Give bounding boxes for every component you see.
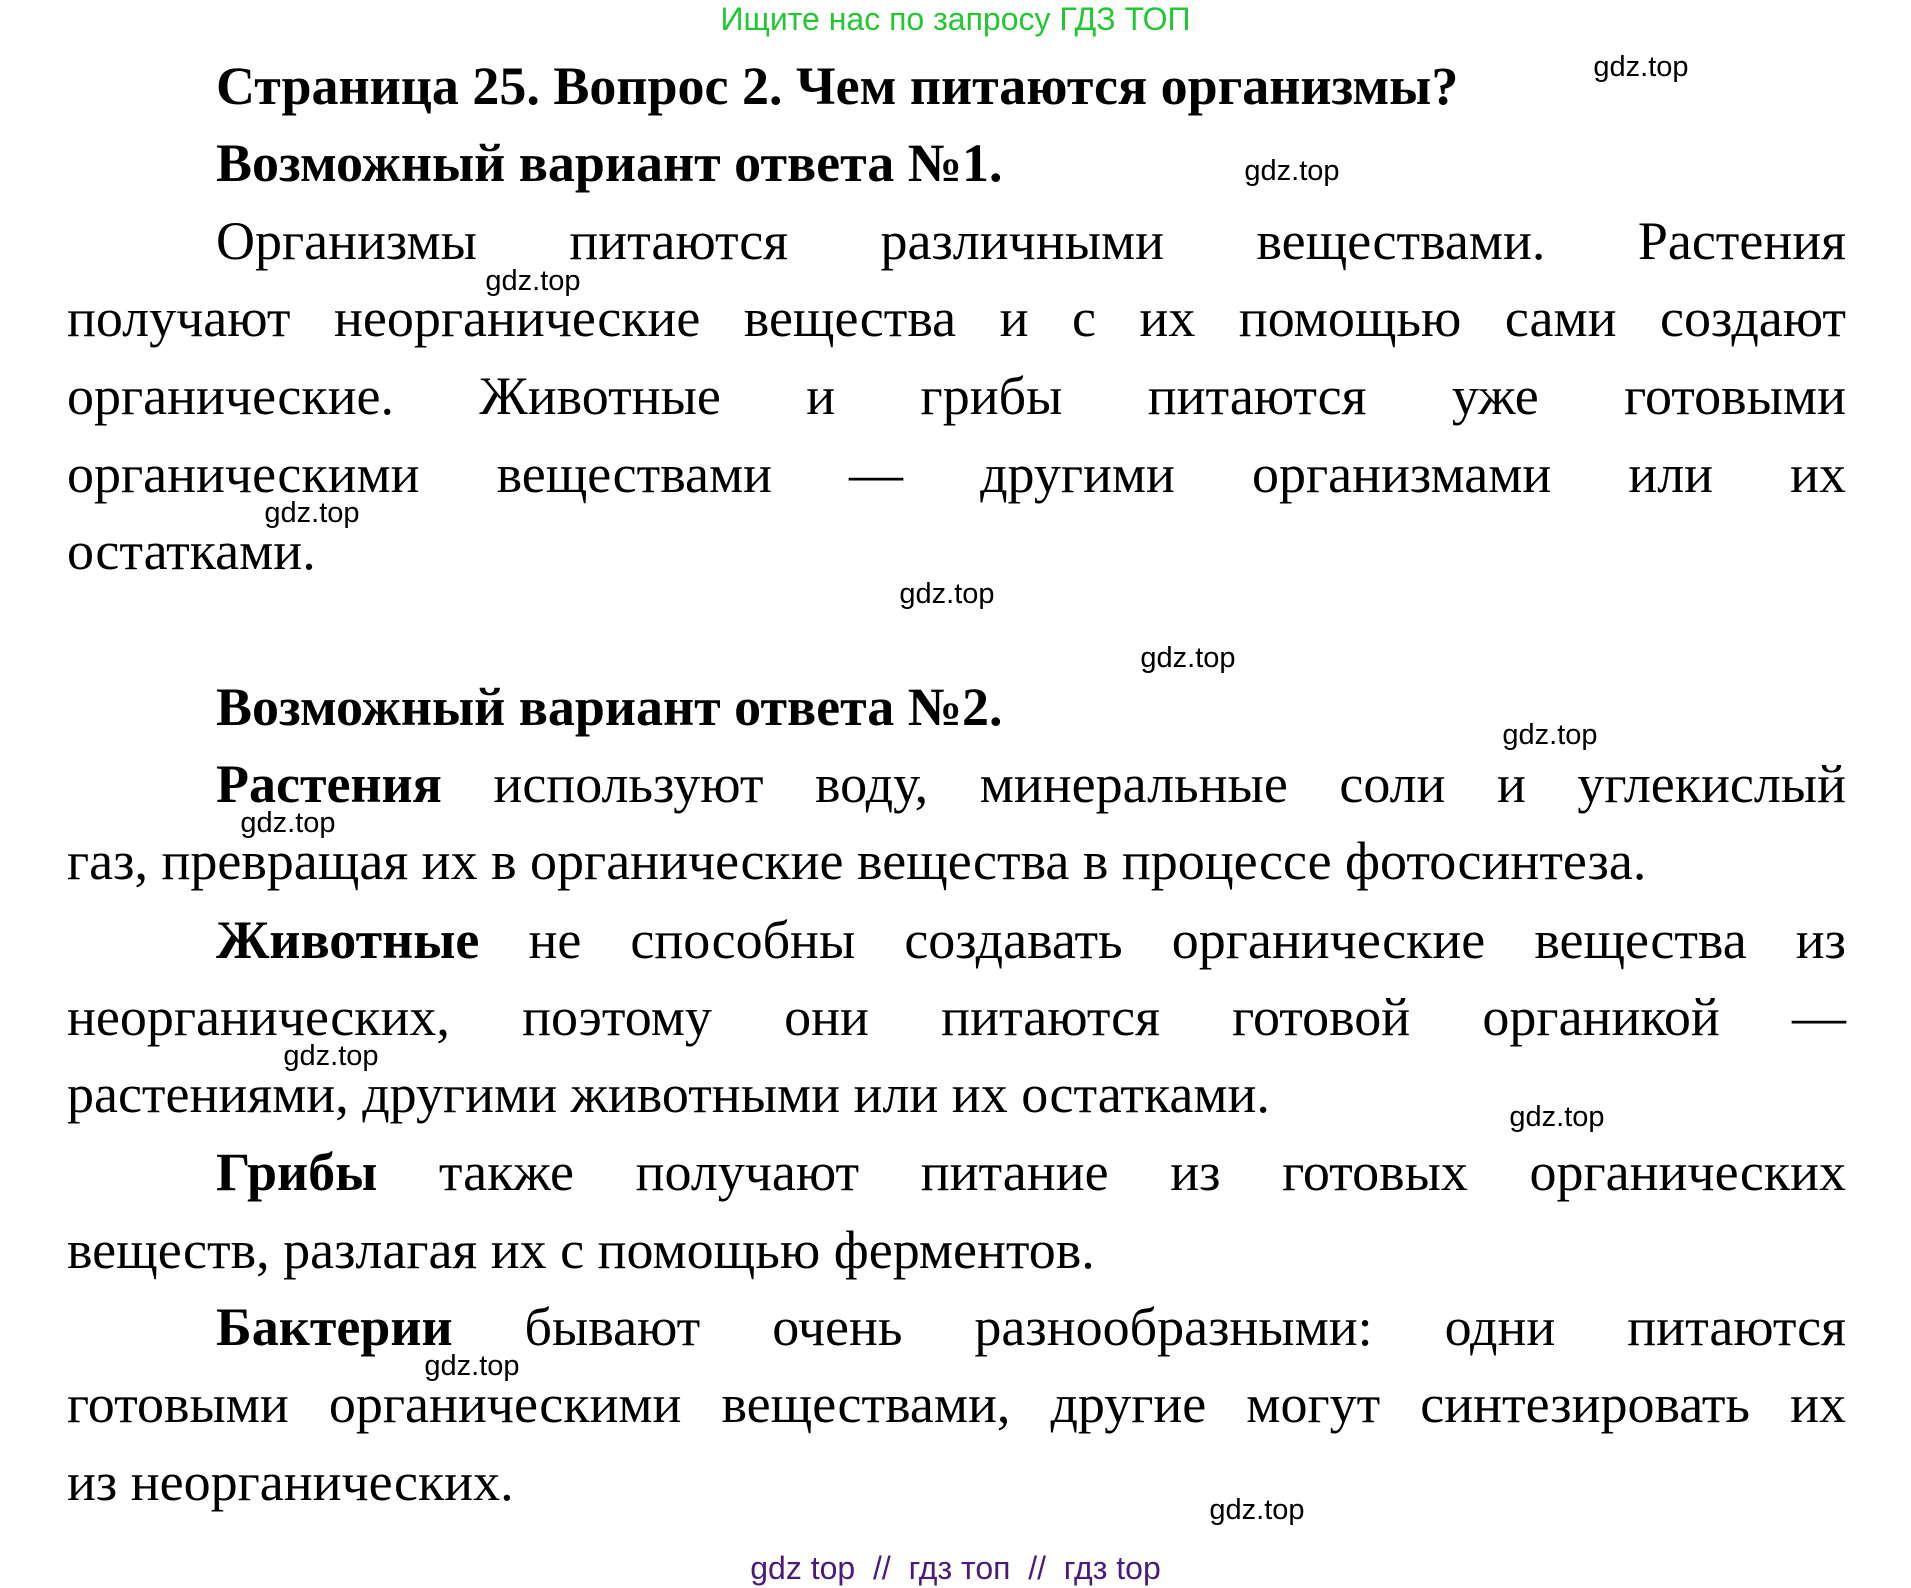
- variant2-heading: Возможный вариант ответа №2.: [216, 677, 1003, 737]
- variant1-line: получают неорганические вещества и с их помощью сами создают: [67, 288, 1846, 348]
- variant2-line: [216, 902, 1846, 978]
- variant1-line: органическими веществами — другими организмами или их: [67, 444, 1846, 504]
- watermark: gdz.top: [283, 1040, 379, 1072]
- footer-separator: //: [873, 1550, 891, 1586]
- watermark: gdz.top: [240, 807, 336, 839]
- footer-links: [0, 1548, 1911, 1588]
- top-banner[interactable]: Ищите нас по запросу ГДЗ ТОП: [720, 1, 1191, 37]
- term-plants: Растения: [216, 754, 442, 814]
- watermark: gdz.top: [424, 1350, 520, 1382]
- footer-separator: //: [1028, 1550, 1047, 1586]
- term-fungi: Грибы: [216, 1142, 378, 1202]
- variant1-line: органические. Животные и грибы питаются уже готовыми: [67, 366, 1846, 426]
- variant1-line: остатками.: [67, 521, 316, 581]
- watermark: gdz.top: [1509, 1101, 1605, 1133]
- variant2-line: [216, 1134, 1846, 1210]
- watermark: gdz.top: [1502, 719, 1598, 751]
- page-title: Страница 25. Вопрос 2. Чем питаются организмы?: [216, 56, 1459, 116]
- watermark: gdz.top: [485, 265, 581, 297]
- line-text: используют воду, минеральные соли и углекислый: [441, 754, 1846, 814]
- variant2-line: неорганических, поэтому они питаются готовой органикой —: [67, 987, 1846, 1047]
- term-animals: Животные: [216, 910, 480, 970]
- variant2-line: из неорганических.: [67, 1452, 514, 1512]
- watermark: gdz.top: [1593, 51, 1689, 83]
- footer-link-gdz-top-ru[interactable]: гдз топ: [908, 1550, 1011, 1586]
- footer-link-gdz-top[interactable]: gdz top: [750, 1550, 856, 1586]
- line-text: бывают очень разнообразными: одни питаются: [452, 1297, 1846, 1357]
- watermark: gdz.top: [1140, 642, 1236, 674]
- watermark: gdz.top: [264, 497, 360, 529]
- footer-link-gdz-top-mixed[interactable]: гдз top: [1063, 1550, 1161, 1586]
- line-text: не способны создавать органические вещества из: [479, 910, 1846, 970]
- variant2-line: растениями, другими животными или их остатками.: [67, 1064, 1270, 1124]
- variant2-line: [216, 746, 1846, 822]
- term-bacteria: Бактерии: [216, 1297, 453, 1357]
- variant2-line: готовыми органическими веществами, другие могут синтезировать их: [67, 1374, 1846, 1434]
- watermark: gdz.top: [1244, 155, 1340, 187]
- variant2-line: веществ, разлагая их с помощью ферментов.: [67, 1220, 1095, 1280]
- watermark: gdz.top: [1209, 1494, 1305, 1526]
- variant1-heading: Возможный вариант ответа №1.: [216, 133, 1003, 193]
- line-text: также получают питание из готовых органических: [377, 1142, 1846, 1202]
- watermark: gdz.top: [899, 578, 995, 610]
- variant1-line: Организмы питаются различными веществами. Растения: [216, 211, 1846, 271]
- variant2-line: газ, превращая их в органические вещества в процессе фотосинтеза.: [67, 831, 1647, 891]
